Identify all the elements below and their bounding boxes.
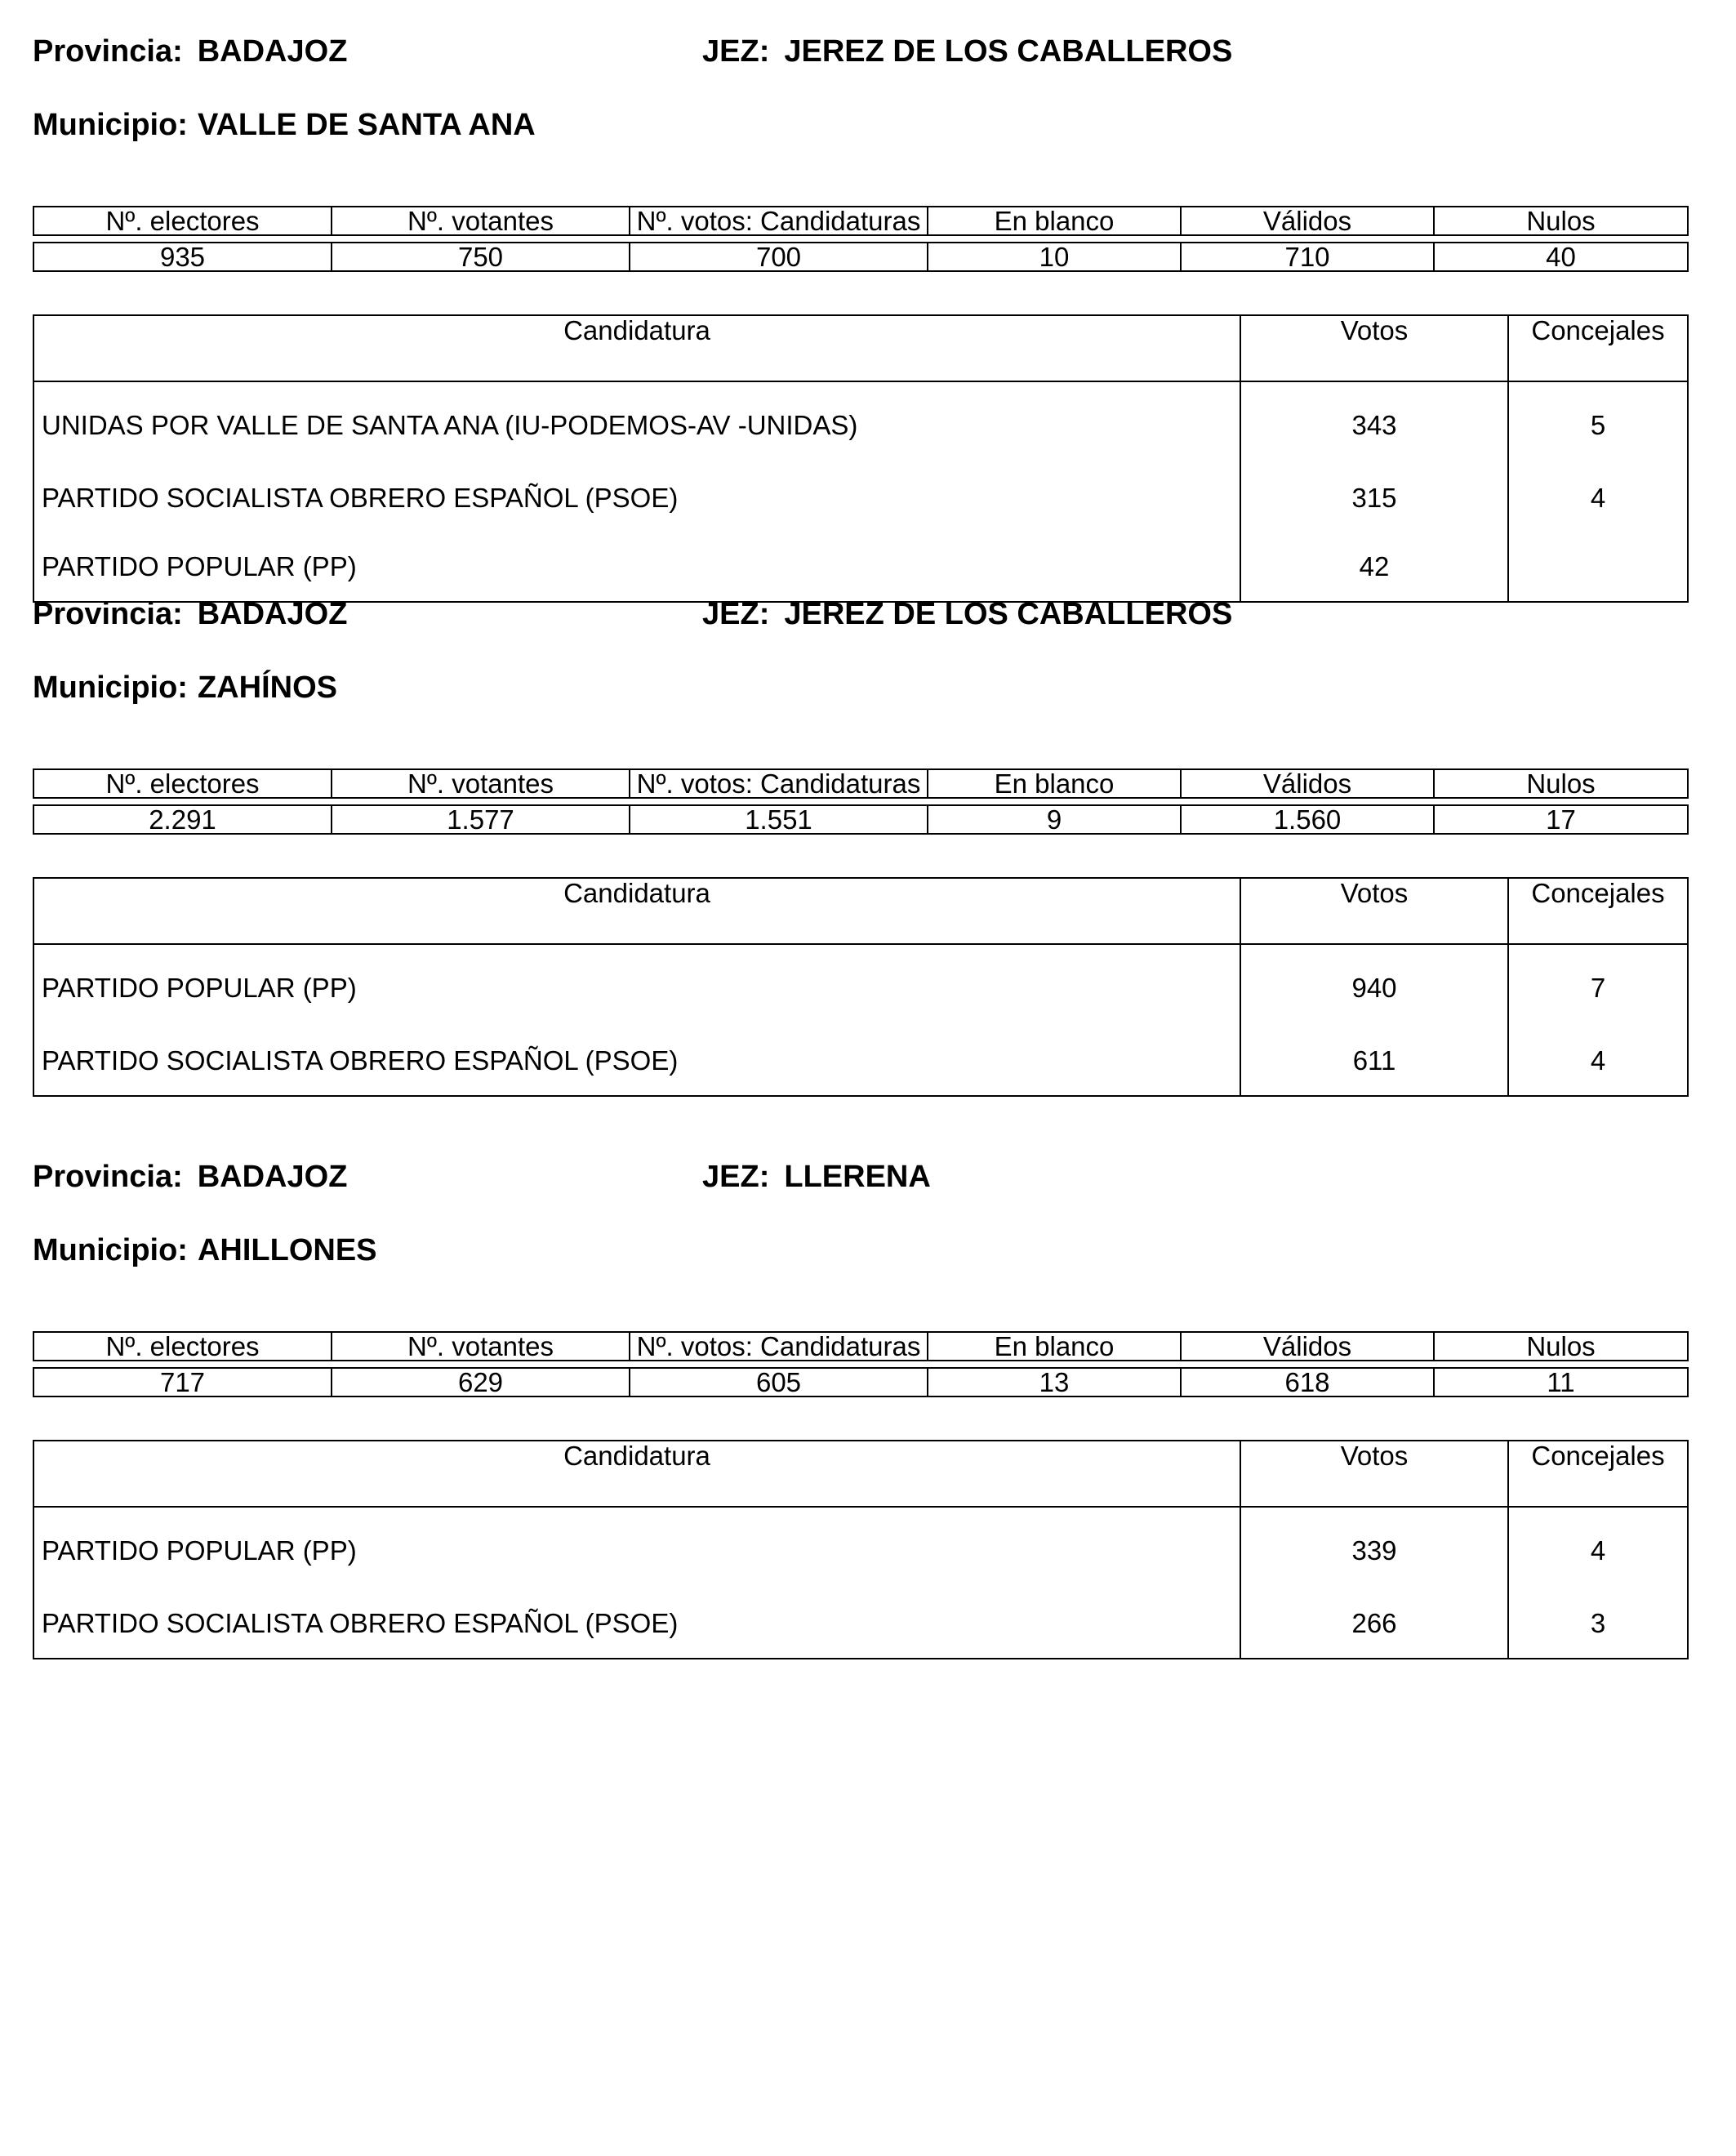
table-row xyxy=(33,532,1688,602)
candidaturas-table xyxy=(33,314,1689,603)
summary-value-row xyxy=(33,805,1688,834)
table-row xyxy=(33,1027,1688,1096)
summary-header: Nulos xyxy=(1434,207,1688,235)
summary-value: 13 xyxy=(928,1368,1181,1396)
candidatura-header: Candidatura xyxy=(33,315,1240,381)
summary-value: 1.551 xyxy=(630,805,928,834)
municipio-value: ZAHÍNOS xyxy=(197,670,337,705)
candidatura-votos: 343 xyxy=(1240,381,1508,464)
candidatura-votos: 266 xyxy=(1240,1589,1508,1659)
summary-header-row xyxy=(33,207,1688,235)
municipio-label: Municipio: xyxy=(33,108,188,142)
candidatura-name: PARTIDO POPULAR (PP) xyxy=(33,1507,1240,1589)
summary-header-row xyxy=(33,1332,1688,1361)
candidaturas-header-row xyxy=(33,878,1688,944)
provincia-label: Provincia: xyxy=(33,34,183,69)
summary-table xyxy=(33,768,1689,835)
summary-header: Válidos xyxy=(1181,1332,1434,1361)
provincia-heading xyxy=(33,33,347,70)
summary-value: 700 xyxy=(630,243,928,271)
candidatura-name: PARTIDO SOCIALISTA OBRERO ESPAÑOL (PSOE) xyxy=(33,464,1240,532)
candidaturas-header-row xyxy=(33,1441,1688,1507)
candidatura-name: UNIDAS POR VALLE DE SANTA ANA (IU-PODEMOS-AV -UNIDAS) xyxy=(33,381,1240,464)
candidatura-header: Candidatura xyxy=(33,1441,1240,1507)
summary-header: Válidos xyxy=(1181,207,1434,235)
summary-value: 11 xyxy=(1434,1368,1688,1396)
provincia-label: Provincia: xyxy=(33,597,183,631)
jez-label: JEZ: xyxy=(702,597,770,631)
summary-value: 2.291 xyxy=(33,805,332,834)
municipio-value: AHILLONES xyxy=(197,1233,377,1267)
provincia-heading xyxy=(33,1158,347,1196)
summary-header: Nº. votantes xyxy=(332,769,630,798)
provincia-label: Provincia: xyxy=(33,1160,183,1194)
summary-value: 618 xyxy=(1181,1368,1434,1396)
provincia-heading xyxy=(33,595,347,633)
candidatura-header: Candidatura xyxy=(33,878,1240,944)
jez-heading xyxy=(702,595,1232,633)
candidatura-name: PARTIDO SOCIALISTA OBRERO ESPAÑOL (PSOE) xyxy=(33,1589,1240,1659)
summary-value: 710 xyxy=(1181,243,1434,271)
jez-heading xyxy=(702,33,1232,70)
candidatura-concejales: 5 xyxy=(1508,381,1688,464)
summary-value: 17 xyxy=(1434,805,1688,834)
summary-value: 1.560 xyxy=(1181,805,1434,834)
summary-header-row xyxy=(33,769,1688,798)
candidatura-name: PARTIDO POPULAR (PP) xyxy=(33,532,1240,602)
concejales-header: Concejales xyxy=(1508,1441,1688,1507)
provincia-value: BADAJOZ xyxy=(197,597,348,631)
municipio-label: Municipio: xyxy=(33,1233,188,1267)
summary-value: 750 xyxy=(332,243,630,271)
summary-header: Nº. votos: Candidaturas xyxy=(630,207,928,235)
candidatura-concejales: 4 xyxy=(1508,1027,1688,1096)
candidatura-concejales: 7 xyxy=(1508,944,1688,1027)
votos-header: Votos xyxy=(1240,878,1508,944)
municipio-heading xyxy=(33,669,337,706)
table-row xyxy=(33,944,1688,1027)
candidatura-concejales: 4 xyxy=(1508,464,1688,532)
summary-header: Válidos xyxy=(1181,769,1434,798)
candidatura-votos: 339 xyxy=(1240,1507,1508,1589)
summary-value: 10 xyxy=(928,243,1181,271)
summary-header: Nº. votantes xyxy=(332,207,630,235)
candidaturas-table xyxy=(33,877,1689,1097)
summary-header: Nº. votantes xyxy=(332,1332,630,1361)
candidatura-name: PARTIDO SOCIALISTA OBRERO ESPAÑOL (PSOE) xyxy=(33,1027,1240,1096)
provincia-value: BADAJOZ xyxy=(197,34,348,69)
table-row xyxy=(33,464,1688,532)
candidatura-concejales: 4 xyxy=(1508,1507,1688,1589)
summary-value: 935 xyxy=(33,243,332,271)
summary-header: Nº. votos: Candidaturas xyxy=(630,1332,928,1361)
summary-header: Nulos xyxy=(1434,769,1688,798)
summary-table xyxy=(33,1331,1689,1397)
summary-header: Nº. electores xyxy=(33,1332,332,1361)
summary-header: Nº. electores xyxy=(33,769,332,798)
jez-value: JEREZ DE LOS CABALLEROS xyxy=(784,597,1233,631)
summary-value: 717 xyxy=(33,1368,332,1396)
summary-value: 1.577 xyxy=(332,805,630,834)
summary-table xyxy=(33,206,1689,272)
jez-heading xyxy=(702,1158,931,1196)
provincia-value: BADAJOZ xyxy=(197,1160,348,1194)
concejales-header: Concejales xyxy=(1508,878,1688,944)
candidatura-votos: 611 xyxy=(1240,1027,1508,1096)
summary-value: 605 xyxy=(630,1368,928,1396)
votos-header: Votos xyxy=(1240,315,1508,381)
table-row xyxy=(33,1507,1688,1589)
candidaturas-table xyxy=(33,1440,1689,1659)
summary-header: En blanco xyxy=(928,769,1181,798)
candidatura-votos: 940 xyxy=(1240,944,1508,1027)
jez-label: JEZ: xyxy=(702,1160,770,1194)
jez-value: LLERENA xyxy=(784,1160,931,1194)
jez-label: JEZ: xyxy=(702,34,770,69)
summary-value: 629 xyxy=(332,1368,630,1396)
municipio-label: Municipio: xyxy=(33,670,188,705)
concejales-header: Concejales xyxy=(1508,315,1688,381)
candidatura-name: PARTIDO POPULAR (PP) xyxy=(33,944,1240,1027)
votos-header: Votos xyxy=(1240,1441,1508,1507)
summary-header: Nulos xyxy=(1434,1332,1688,1361)
summary-value: 40 xyxy=(1434,243,1688,271)
municipio-heading xyxy=(33,106,536,144)
candidatura-concejales xyxy=(1508,532,1688,602)
candidatura-concejales: 3 xyxy=(1508,1589,1688,1659)
summary-value-row xyxy=(33,243,1688,271)
jez-value: JEREZ DE LOS CABALLEROS xyxy=(784,34,1233,69)
table-row xyxy=(33,381,1688,464)
candidaturas-header-row xyxy=(33,315,1688,381)
summary-value: 9 xyxy=(928,805,1181,834)
table-row xyxy=(33,1589,1688,1659)
municipio-heading xyxy=(33,1232,377,1269)
candidatura-votos: 42 xyxy=(1240,532,1508,602)
summary-header: Nº. electores xyxy=(33,207,332,235)
summary-value-row xyxy=(33,1368,1688,1396)
summary-header: En blanco xyxy=(928,1332,1181,1361)
summary-header: En blanco xyxy=(928,207,1181,235)
summary-header: Nº. votos: Candidaturas xyxy=(630,769,928,798)
candidatura-votos: 315 xyxy=(1240,464,1508,532)
municipio-value: VALLE DE SANTA ANA xyxy=(197,108,536,142)
